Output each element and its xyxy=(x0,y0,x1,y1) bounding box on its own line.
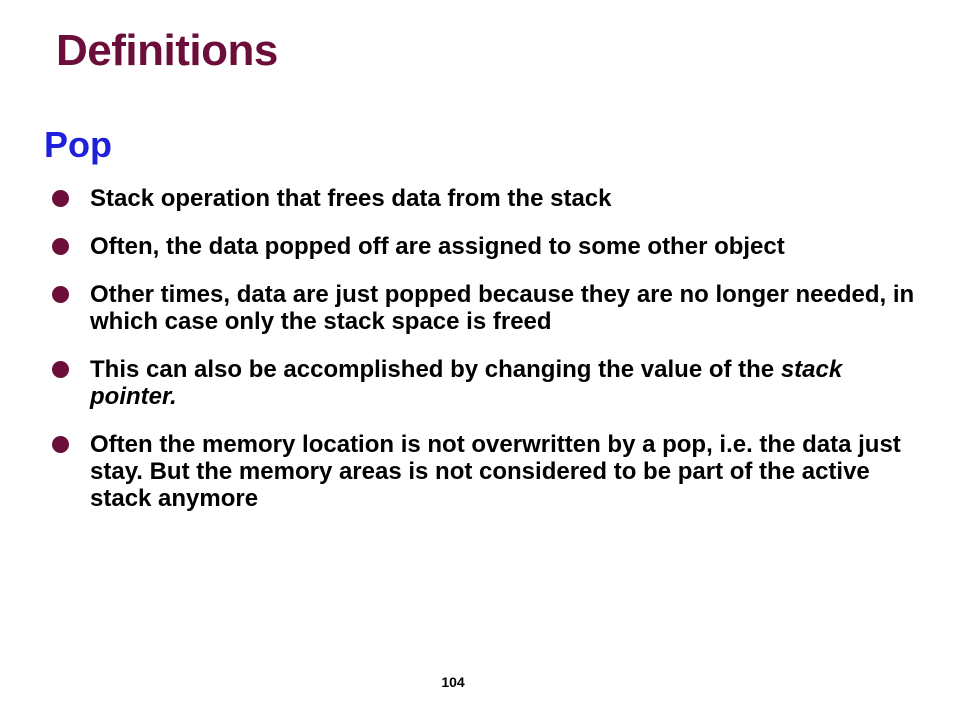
bullet-item xyxy=(48,281,918,335)
bullet-text: Often, the data popped off are assigned to some other object xyxy=(90,233,785,260)
bullet-text: Other times, data are just popped because they are no longer needed, in which case only the stack space is freed xyxy=(90,281,915,335)
bullet-text-emphasis: stack pointer. xyxy=(90,356,843,410)
bullet-dot-icon xyxy=(52,190,69,207)
bullet-item xyxy=(48,185,918,212)
bullet-text-plain: This can also be accomplished by changing the value of the xyxy=(90,356,781,383)
bullet-item xyxy=(48,233,918,260)
bullet-dot-icon xyxy=(52,238,69,255)
bullet-text: Often the memory location is not overwritten by a pop, i.e. the data just stay. But the memory areas is not considered to be part of the active stack anymore xyxy=(90,431,901,512)
bullet-item xyxy=(48,431,918,512)
bullet-item xyxy=(48,356,918,410)
page-number: 104 xyxy=(441,674,465,690)
bullet-dot-icon xyxy=(52,361,69,378)
bullet-list xyxy=(48,185,918,533)
bullet-dot-icon xyxy=(52,436,69,453)
slide-subtitle: Pop xyxy=(44,124,112,165)
bullet-text: Stack operation that frees data from the stack xyxy=(90,185,612,212)
bullet-dot-icon xyxy=(52,286,69,303)
bullet-text xyxy=(90,356,918,410)
slide-title: Definitions xyxy=(56,26,278,75)
